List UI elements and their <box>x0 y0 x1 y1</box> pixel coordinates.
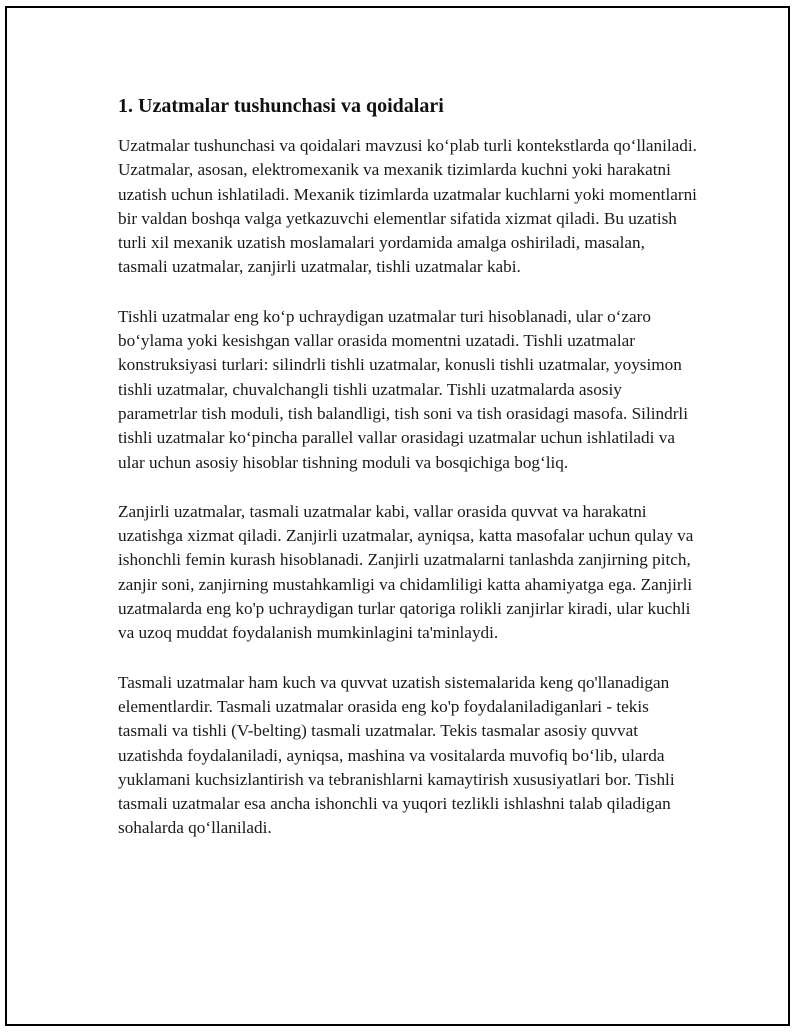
paragraph-2: Tishli uzatmalar eng ko‘p uchraydigan uzatmalar turi hisoblanadi, ular o‘zaro bo‘ylama yoki kesishgan vallar orasida momentni uzatadi. Tishli uzatmalar konstruksiyasi turlari: silindrli tishli uzatmalar, konusli tishli uzatmalar, yoysimon tishli uzatmalar, chuvalchangli tishli uzatmalar. Tishli uzatmalarda asosiy parametrlar tish moduli, tish balandligi, tish soni va tish orasidagi masofa. Silindrli tishli uzatmalar ko‘pincha parallel vallar orasidagi uzatmalar uchun ishlatiladi va ular uchun asosiy hisoblar tishning moduli va bosqichiga bog‘liq. <box>118 306 688 472</box>
paragraph-4: Tasmali uzatmalar ham kuch va quvvat uzatish sistemalarida keng qo'llanadigan elementlardir. Tasmali uzatmalar orasida eng ko'p foydalaniladiganlari - tekis tasmali va tishli (V-belting) tasmali uzatmalar. Tekis tasmalar asosiy quvvat uzatishda foydalaniladi, ayniqsa, mashina va vositalarda muvofiq bo‘lib, ularda yuklamani kuchsizlantirish va tebranishlarni kamaytirish xususiyatlari bor. Tishli tasmali uzatmalar esa ancha ishonchli va yuqori tezlikli ishlashni talab qiladigan sohalarda qo‘llaniladi. <box>118 672 675 838</box>
paragraph-3: Zanjirli uzatmalar, tasmali uzatmalar kabi, vallar orasida quvvat va harakatni uzatishga xizmat qiladi. Zanjirli uzatmalar, ayniqsa, katta masofalar uchun qulay va ishonchli femin kurash hisoblanadi. Zanjirli uzatmalarni tanlashda zanjirning pitch, zanjir soni, zanjirning mustahkamligi va chidamliligi katta ahamiyatga ega. Zanjirli uzatmalarda eng ko'p uchraydigan turlar qatoriga rolikli zanjirlar kiradi, ular kuchli va uzoq muddat foydalanish mumkinlagini ta'minlaydi. <box>118 501 694 643</box>
section-heading: 1. Uzatmalar tushunchasi va qoidalari <box>118 95 444 117</box>
paragraph-1: Uzatmalar tushunchasi va qoidalari mavzusi ko‘plab turli kontekstlarda qo‘llaniladi. Uzatmalar, asosan, elektromexanik va mexanik tizimlarda kuchni yoki harakatni uzatish uchun ishlatiladi. Mexanik tizimlarda uzatmalar kuchlarni yoki momentlarni bir valdan boshqa valga yetkazuvchi elementlar sifatida xizmat qiladi. Bu uzatish turli xil mexanik uzatish moslamalari yordamida amalga oshiriladi, masalan, tasmali uzatmalar, zanjirli uzatmalar, tishli uzatmalar kabi. <box>118 136 697 277</box>
document-body <box>118 92 698 866</box>
